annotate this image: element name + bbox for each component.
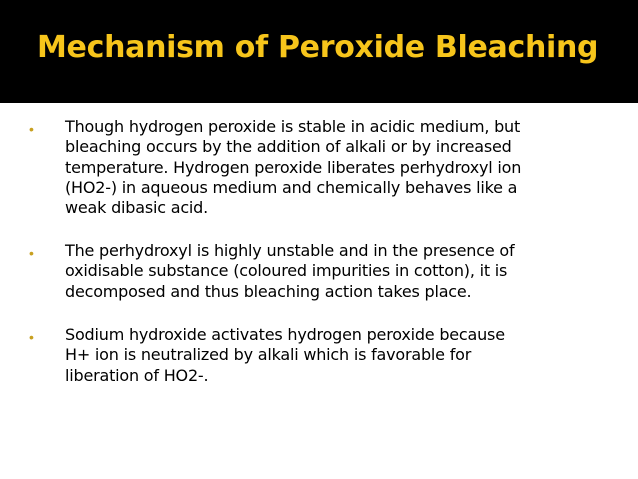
slide-title: Mechanism of Peroxide Bleaching: [37, 30, 599, 65]
bullet-line: oxidisable substance (coloured impurities in cotton), it is: [65, 261, 508, 281]
bullet-marker-icon: •: [29, 245, 34, 261]
bullet-line: bleaching occurs by the addition of alkali or by increased: [65, 137, 512, 157]
bullet-line: (HO2-) in aqueous medium and chemically behaves like a: [65, 177, 518, 197]
bullet-marker-icon: •: [29, 121, 34, 137]
bullet-line: Sodium hydroxide activates hydrogen peroxide because: [65, 325, 505, 344]
bullet-line: decomposed and thus bleaching action takes place.: [65, 281, 472, 301]
bullet-line: Though hydrogen peroxide is stable in acidic medium, but: [65, 117, 521, 136]
bullet-line: weak dibasic acid.: [65, 198, 209, 218]
bullet-text-1: [65, 117, 595, 218]
bullet-text-2: [65, 241, 595, 302]
bullet-line: temperature. Hydrogen peroxide liberates perhydroxyl ion: [65, 157, 522, 177]
bullet-text-3: [65, 325, 595, 386]
bullet-line: The perhydroxyl is highly unstable and in the presence of: [65, 241, 515, 260]
bullet-line: liberation of HO2-.: [65, 365, 209, 385]
bullet-line: H+ ion is neutralized by alkali which is favorable for: [65, 345, 472, 365]
bullet-marker-icon: •: [29, 329, 34, 345]
